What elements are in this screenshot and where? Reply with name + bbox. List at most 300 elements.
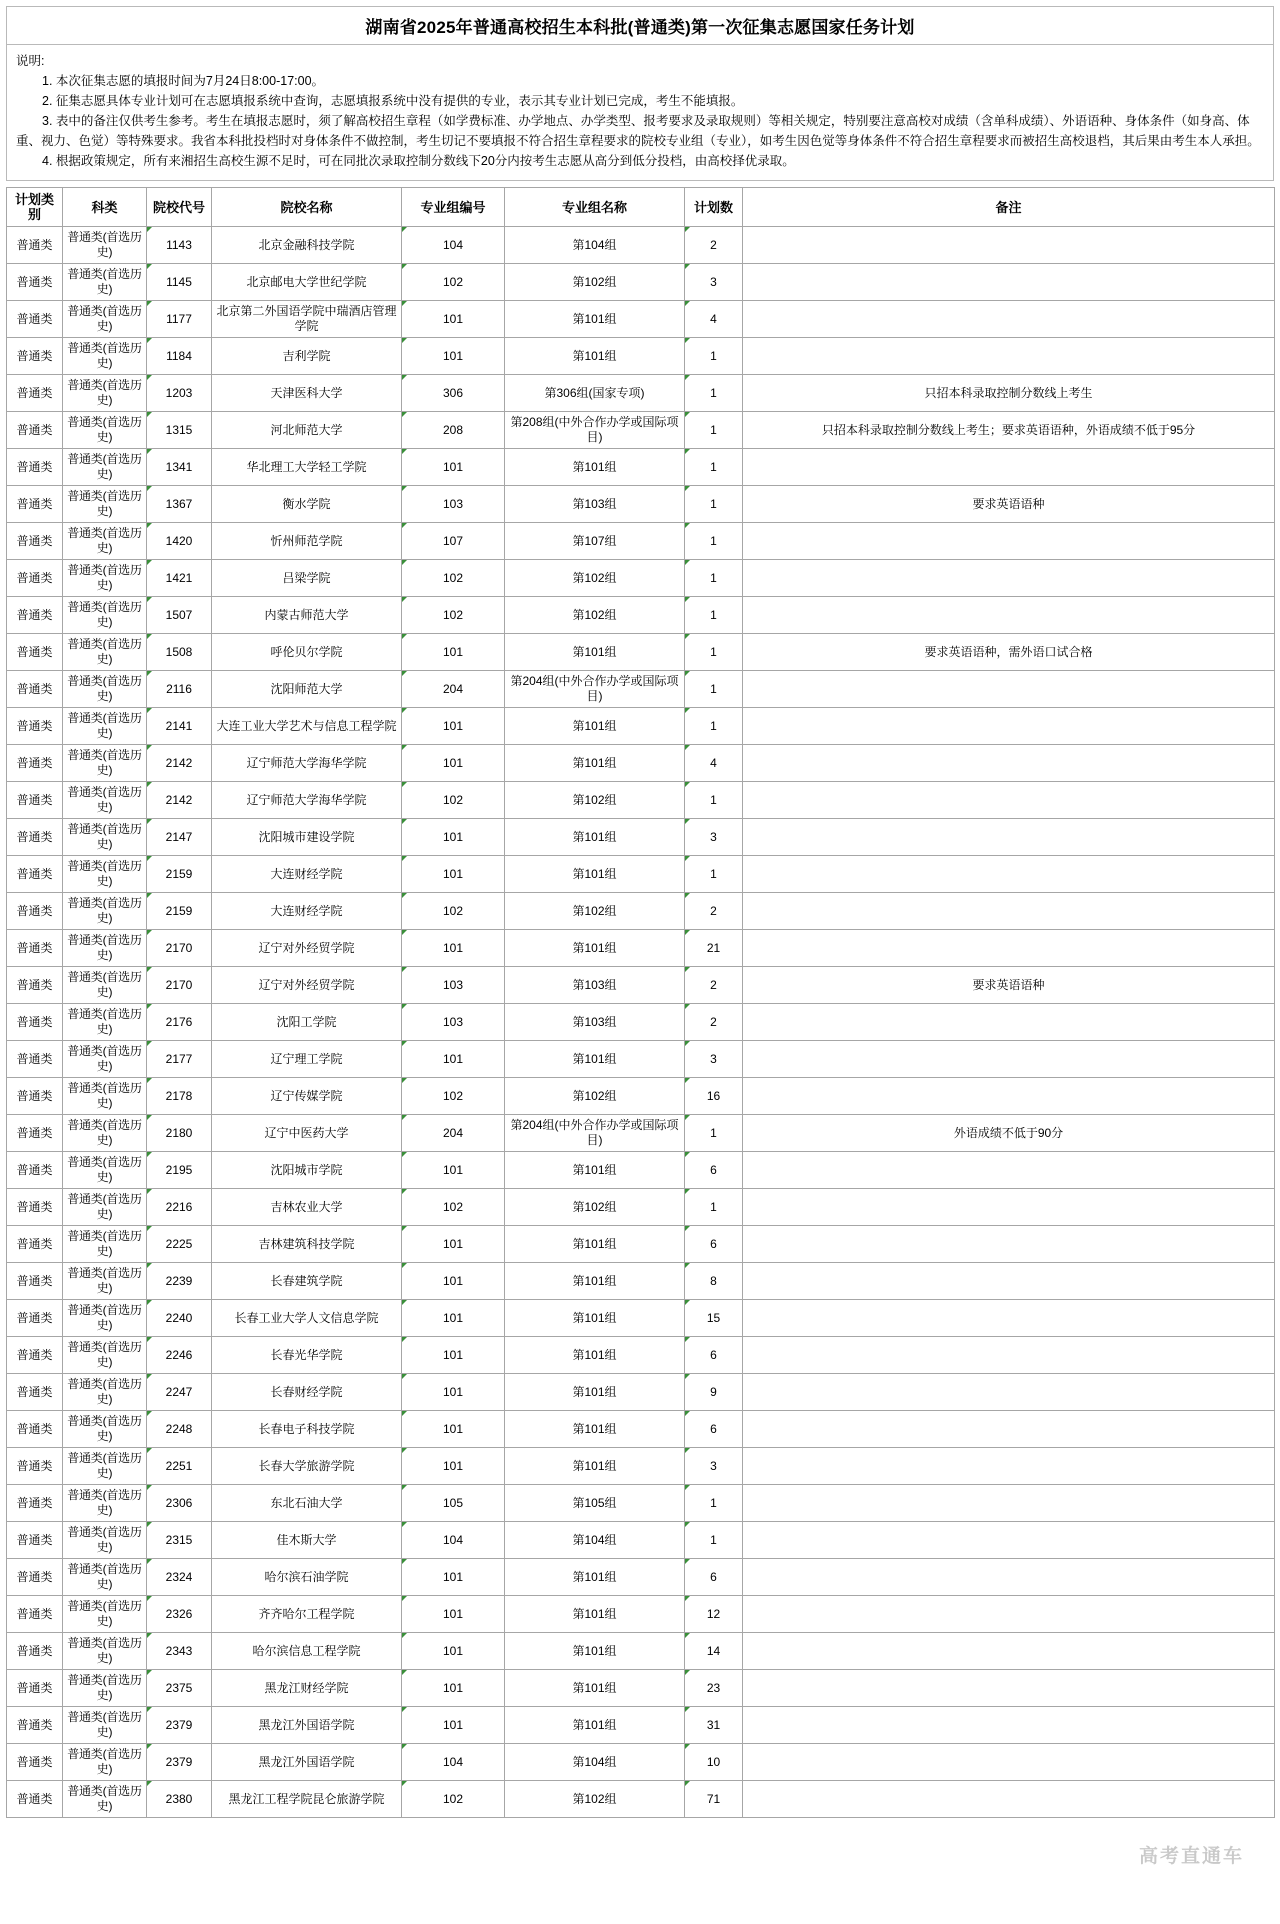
table-row xyxy=(7,893,1275,930)
cell-school-code: 1341 xyxy=(147,449,212,486)
cell-plan-count: 1 xyxy=(685,708,743,745)
cell-group-no: 102 xyxy=(402,1781,505,1818)
cell-category: 普通类 xyxy=(7,412,63,449)
cell-school-code: 2147 xyxy=(147,819,212,856)
table-row xyxy=(7,1374,1275,1411)
cell-category: 普通类 xyxy=(7,1300,63,1337)
cell-group-no: 101 xyxy=(402,1300,505,1337)
cell-school-name: 沈阳工学院 xyxy=(212,1004,402,1041)
table-row xyxy=(7,1448,1275,1485)
cell-note xyxy=(743,1670,1275,1707)
column-header-category: 计划类别 xyxy=(7,188,63,227)
cell-category: 普通类 xyxy=(7,1337,63,1374)
cell-school-name: 华北理工大学轻工学院 xyxy=(212,449,402,486)
cell-school-name: 黑龙江财经学院 xyxy=(212,1670,402,1707)
cell-subject: 普通类(首选历史) xyxy=(63,671,147,708)
cell-group-no: 101 xyxy=(402,1596,505,1633)
cell-category: 普通类 xyxy=(7,1448,63,1485)
cell-plan-count: 4 xyxy=(685,745,743,782)
cell-subject: 普通类(首选历史) xyxy=(63,1226,147,1263)
cell-plan-count: 3 xyxy=(685,1448,743,1485)
cell-school-code: 1177 xyxy=(147,301,212,338)
cell-subject: 普通类(首选历史) xyxy=(63,1078,147,1115)
cell-plan-count: 1 xyxy=(685,338,743,375)
cell-subject: 普通类(首选历史) xyxy=(63,1744,147,1781)
cell-school-name: 吕梁学院 xyxy=(212,560,402,597)
cell-plan-count: 3 xyxy=(685,819,743,856)
cell-note xyxy=(743,708,1275,745)
notes-heading: 说明: xyxy=(16,54,45,68)
cell-subject: 普通类(首选历史) xyxy=(63,893,147,930)
column-header-code: 院校代号 xyxy=(147,188,212,227)
cell-group-no: 102 xyxy=(402,782,505,819)
cell-plan-count: 6 xyxy=(685,1411,743,1448)
cell-school-code: 2178 xyxy=(147,1078,212,1115)
table-row xyxy=(7,449,1275,486)
cell-category: 普通类 xyxy=(7,1041,63,1078)
cell-category: 普通类 xyxy=(7,264,63,301)
cell-subject: 普通类(首选历史) xyxy=(63,1004,147,1041)
table-row xyxy=(7,1152,1275,1189)
cell-school-code: 2116 xyxy=(147,671,212,708)
cell-note xyxy=(743,671,1275,708)
cell-subject: 普通类(首选历史) xyxy=(63,1670,147,1707)
cell-group-no: 102 xyxy=(402,264,505,301)
cell-group-no: 101 xyxy=(402,930,505,967)
cell-subject: 普通类(首选历史) xyxy=(63,1374,147,1411)
cell-group-name: 第102组 xyxy=(505,597,685,634)
cell-group-no: 204 xyxy=(402,671,505,708)
cell-group-name: 第101组 xyxy=(505,819,685,856)
cell-group-no: 101 xyxy=(402,1226,505,1263)
cell-group-name: 第101组 xyxy=(505,338,685,375)
cell-plan-count: 16 xyxy=(685,1078,743,1115)
cell-plan-count: 1 xyxy=(685,856,743,893)
cell-school-name: 大连工业大学艺术与信息工程学院 xyxy=(212,708,402,745)
cell-group-name: 第101组 xyxy=(505,1411,685,1448)
cell-school-code: 1367 xyxy=(147,486,212,523)
cell-group-no: 208 xyxy=(402,412,505,449)
cell-group-name: 第104组 xyxy=(505,1522,685,1559)
cell-group-no: 101 xyxy=(402,1707,505,1744)
table-row xyxy=(7,1337,1275,1374)
cell-category: 普通类 xyxy=(7,1559,63,1596)
cell-group-no: 102 xyxy=(402,560,505,597)
cell-category: 普通类 xyxy=(7,1411,63,1448)
cell-category: 普通类 xyxy=(7,634,63,671)
cell-school-name: 长春工业大学人文信息学院 xyxy=(212,1300,402,1337)
cell-school-code: 1143 xyxy=(147,227,212,264)
table-row xyxy=(7,1744,1275,1781)
cell-category: 普通类 xyxy=(7,708,63,745)
cell-school-code: 2239 xyxy=(147,1263,212,1300)
cell-category: 普通类 xyxy=(7,1226,63,1263)
cell-group-no: 101 xyxy=(402,1041,505,1078)
cell-plan-count: 8 xyxy=(685,1263,743,1300)
cell-category: 普通类 xyxy=(7,375,63,412)
cell-plan-count: 1 xyxy=(685,782,743,819)
cell-plan-count: 3 xyxy=(685,1041,743,1078)
cell-group-no: 101 xyxy=(402,301,505,338)
table-row xyxy=(7,1522,1275,1559)
cell-note xyxy=(743,782,1275,819)
cell-group-no: 101 xyxy=(402,1337,505,1374)
table-row xyxy=(7,1300,1275,1337)
table-row xyxy=(7,1115,1275,1152)
cell-subject: 普通类(首选历史) xyxy=(63,1485,147,1522)
cell-group-name: 第107组 xyxy=(505,523,685,560)
cell-category: 普通类 xyxy=(7,745,63,782)
cell-plan-count: 1 xyxy=(685,1189,743,1226)
cell-group-name: 第101组 xyxy=(505,301,685,338)
watermark: 高考直通车 xyxy=(1138,1846,1244,1867)
cell-subject: 普通类(首选历史) xyxy=(63,449,147,486)
cell-subject: 普通类(首选历史) xyxy=(63,1115,147,1152)
table-row xyxy=(7,782,1275,819)
cell-group-name: 第102组 xyxy=(505,1078,685,1115)
cell-school-code: 2379 xyxy=(147,1744,212,1781)
plan-table-wrapper xyxy=(6,187,1274,1818)
table-row xyxy=(7,412,1275,449)
cell-school-code: 1420 xyxy=(147,523,212,560)
cell-school-code: 2216 xyxy=(147,1189,212,1226)
cell-group-no: 101 xyxy=(402,1411,505,1448)
column-header-plan: 计划数 xyxy=(685,188,743,227)
cell-group-no: 101 xyxy=(402,1263,505,1300)
cell-note xyxy=(743,338,1275,375)
cell-group-name: 第101组 xyxy=(505,1670,685,1707)
cell-school-code: 2343 xyxy=(147,1633,212,1670)
cell-group-name: 第101组 xyxy=(505,1152,685,1189)
cell-group-name: 第101组 xyxy=(505,634,685,671)
cell-group-name: 第101组 xyxy=(505,1337,685,1374)
cell-category: 普通类 xyxy=(7,1633,63,1670)
cell-school-code: 2142 xyxy=(147,745,212,782)
cell-school-code: 2247 xyxy=(147,1374,212,1411)
cell-category: 普通类 xyxy=(7,671,63,708)
cell-note xyxy=(743,1559,1275,1596)
cell-school-name: 黑龙江外国语学院 xyxy=(212,1707,402,1744)
notes-section xyxy=(6,44,1274,181)
cell-subject: 普通类(首选历史) xyxy=(63,634,147,671)
table-header xyxy=(7,188,1275,227)
cell-school-name: 天津医科大学 xyxy=(212,375,402,412)
cell-school-name: 辽宁理工学院 xyxy=(212,1041,402,1078)
cell-school-code: 2170 xyxy=(147,967,212,1004)
cell-school-code: 2159 xyxy=(147,856,212,893)
table-row xyxy=(7,856,1275,893)
cell-group-no: 102 xyxy=(402,893,505,930)
cell-note xyxy=(743,1004,1275,1041)
cell-school-name: 大连财经学院 xyxy=(212,856,402,893)
table-row xyxy=(7,486,1275,523)
column-header-group-name: 专业组名称 xyxy=(505,188,685,227)
table-row xyxy=(7,560,1275,597)
table-row xyxy=(7,819,1275,856)
cell-group-name: 第102组 xyxy=(505,893,685,930)
table-row xyxy=(7,523,1275,560)
cell-group-no: 101 xyxy=(402,338,505,375)
cell-plan-count: 1 xyxy=(685,597,743,634)
table-row xyxy=(7,1781,1275,1818)
cell-category: 普通类 xyxy=(7,338,63,375)
cell-category: 普通类 xyxy=(7,1670,63,1707)
cell-plan-count: 1 xyxy=(685,1522,743,1559)
cell-category: 普通类 xyxy=(7,1115,63,1152)
cell-school-code: 2195 xyxy=(147,1152,212,1189)
cell-school-code: 2180 xyxy=(147,1115,212,1152)
cell-plan-count: 1 xyxy=(685,412,743,449)
cell-group-no: 102 xyxy=(402,1189,505,1226)
cell-category: 普通类 xyxy=(7,782,63,819)
cell-school-code: 2176 xyxy=(147,1004,212,1041)
cell-subject: 普通类(首选历史) xyxy=(63,264,147,301)
cell-plan-count: 1 xyxy=(685,1485,743,1522)
cell-school-name: 北京邮电大学世纪学院 xyxy=(212,264,402,301)
cell-school-name: 哈尔滨信息工程学院 xyxy=(212,1633,402,1670)
cell-note: 只招本科录取控制分数线上考生 xyxy=(743,375,1275,412)
cell-note xyxy=(743,560,1275,597)
cell-group-name: 第102组 xyxy=(505,782,685,819)
cell-school-code: 2326 xyxy=(147,1596,212,1633)
cell-category: 普通类 xyxy=(7,1707,63,1744)
cell-subject: 普通类(首选历史) xyxy=(63,375,147,412)
cell-category: 普通类 xyxy=(7,523,63,560)
cell-note xyxy=(743,819,1275,856)
cell-subject: 普通类(首选历史) xyxy=(63,1633,147,1670)
cell-school-code: 1145 xyxy=(147,264,212,301)
cell-subject: 普通类(首选历史) xyxy=(63,1559,147,1596)
cell-group-name: 第208组(中外合作办学或国际项目) xyxy=(505,412,685,449)
cell-school-code: 2315 xyxy=(147,1522,212,1559)
cell-subject: 普通类(首选历史) xyxy=(63,597,147,634)
table-body xyxy=(7,227,1275,1818)
cell-school-name: 北京第二外国语学院中瑞酒店管理学院 xyxy=(212,301,402,338)
cell-group-no: 101 xyxy=(402,819,505,856)
cell-group-name: 第104组 xyxy=(505,227,685,264)
cell-school-name: 河北师范大学 xyxy=(212,412,402,449)
cell-school-name: 辽宁师范大学海华学院 xyxy=(212,782,402,819)
cell-school-name: 东北石油大学 xyxy=(212,1485,402,1522)
cell-group-name: 第204组(中外合作办学或国际项目) xyxy=(505,671,685,708)
cell-category: 普通类 xyxy=(7,1189,63,1226)
table-row xyxy=(7,671,1275,708)
cell-category: 普通类 xyxy=(7,1374,63,1411)
cell-note xyxy=(743,1189,1275,1226)
cell-school-code: 1507 xyxy=(147,597,212,634)
table-header-row xyxy=(7,188,1275,227)
cell-subject: 普通类(首选历史) xyxy=(63,1300,147,1337)
cell-group-no: 101 xyxy=(402,1559,505,1596)
cell-plan-count: 1 xyxy=(685,634,743,671)
cell-group-name: 第102组 xyxy=(505,264,685,301)
cell-subject: 普通类(首选历史) xyxy=(63,782,147,819)
cell-plan-count: 71 xyxy=(685,1781,743,1818)
cell-school-name: 吉林建筑科技学院 xyxy=(212,1226,402,1263)
cell-note: 要求英语语种 xyxy=(743,967,1275,1004)
cell-school-name: 佳木斯大学 xyxy=(212,1522,402,1559)
cell-school-name: 辽宁传媒学院 xyxy=(212,1078,402,1115)
cell-category: 普通类 xyxy=(7,1004,63,1041)
cell-note xyxy=(743,893,1275,930)
cell-group-name: 第104组 xyxy=(505,1744,685,1781)
cell-group-no: 103 xyxy=(402,486,505,523)
table-row xyxy=(7,1596,1275,1633)
cell-group-no: 101 xyxy=(402,745,505,782)
cell-plan-count: 1 xyxy=(685,523,743,560)
cell-school-code: 2324 xyxy=(147,1559,212,1596)
cell-school-name: 大连财经学院 xyxy=(212,893,402,930)
cell-note xyxy=(743,1781,1275,1818)
cell-subject: 普通类(首选历史) xyxy=(63,560,147,597)
cell-plan-count: 1 xyxy=(685,375,743,412)
cell-category: 普通类 xyxy=(7,1522,63,1559)
cell-plan-count: 1 xyxy=(685,560,743,597)
cell-plan-count: 23 xyxy=(685,1670,743,1707)
table-row xyxy=(7,1670,1275,1707)
cell-school-name: 辽宁中医药大学 xyxy=(212,1115,402,1152)
cell-note xyxy=(743,597,1275,634)
cell-note: 只招本科录取控制分数线上考生；要求英语语种，外语成绩不低于95分 xyxy=(743,412,1275,449)
cell-group-no: 204 xyxy=(402,1115,505,1152)
cell-category: 普通类 xyxy=(7,1078,63,1115)
cell-plan-count: 9 xyxy=(685,1374,743,1411)
cell-school-code: 1315 xyxy=(147,412,212,449)
cell-note xyxy=(743,227,1275,264)
cell-group-no: 103 xyxy=(402,1004,505,1041)
cell-plan-count: 12 xyxy=(685,1596,743,1633)
cell-subject: 普通类(首选历史) xyxy=(63,1263,147,1300)
cell-group-name: 第101组 xyxy=(505,856,685,893)
table-row xyxy=(7,930,1275,967)
cell-plan-count: 1 xyxy=(685,449,743,486)
cell-note xyxy=(743,1707,1275,1744)
table-row xyxy=(7,1633,1275,1670)
cell-group-name: 第101组 xyxy=(505,1226,685,1263)
cell-subject: 普通类(首选历史) xyxy=(63,967,147,1004)
cell-plan-count: 15 xyxy=(685,1300,743,1337)
plan-table xyxy=(6,187,1275,1818)
page-title: 湖南省2025年普通高校招生本科批(普通类)第一次征集志愿国家任务计划 xyxy=(365,18,915,37)
cell-note xyxy=(743,264,1275,301)
cell-note xyxy=(743,1152,1275,1189)
cell-school-code: 2240 xyxy=(147,1300,212,1337)
cell-subject: 普通类(首选历史) xyxy=(63,486,147,523)
cell-group-no: 101 xyxy=(402,449,505,486)
cell-plan-count: 2 xyxy=(685,1004,743,1041)
table-row xyxy=(7,634,1275,671)
cell-note xyxy=(743,1078,1275,1115)
table-row xyxy=(7,1004,1275,1041)
cell-school-code: 2177 xyxy=(147,1041,212,1078)
note-item-1: 1. 本次征集志愿的填报时间为7月24日8:00-17:00。 xyxy=(42,74,325,88)
cell-plan-count: 2 xyxy=(685,893,743,930)
cell-school-name: 黑龙江外国语学院 xyxy=(212,1744,402,1781)
cell-school-name: 呼伦贝尔学院 xyxy=(212,634,402,671)
cell-group-no: 102 xyxy=(402,1078,505,1115)
cell-school-name: 忻州师范学院 xyxy=(212,523,402,560)
table-row xyxy=(7,597,1275,634)
table-row xyxy=(7,227,1275,264)
cell-school-name: 吉利学院 xyxy=(212,338,402,375)
cell-note xyxy=(743,523,1275,560)
cell-note xyxy=(743,1633,1275,1670)
cell-group-name: 第101组 xyxy=(505,1041,685,1078)
cell-note xyxy=(743,930,1275,967)
cell-plan-count: 4 xyxy=(685,301,743,338)
cell-subject: 普通类(首选历史) xyxy=(63,1411,147,1448)
cell-category: 普通类 xyxy=(7,967,63,1004)
table-row xyxy=(7,301,1275,338)
table-row xyxy=(7,1226,1275,1263)
cell-subject: 普通类(首选历史) xyxy=(63,1522,147,1559)
cell-plan-count: 6 xyxy=(685,1226,743,1263)
cell-group-name: 第204组(中外合作办学或国际项目) xyxy=(505,1115,685,1152)
cell-note xyxy=(743,449,1275,486)
cell-subject: 普通类(首选历史) xyxy=(63,338,147,375)
cell-school-name: 沈阳城市学院 xyxy=(212,1152,402,1189)
table-row xyxy=(7,1485,1275,1522)
cell-subject: 普通类(首选历史) xyxy=(63,1041,147,1078)
cell-group-no: 105 xyxy=(402,1485,505,1522)
cell-category: 普通类 xyxy=(7,856,63,893)
cell-plan-count: 10 xyxy=(685,1744,743,1781)
document-page xyxy=(0,6,1280,1924)
cell-category: 普通类 xyxy=(7,560,63,597)
cell-group-no: 101 xyxy=(402,1670,505,1707)
note-item-2: 2. 征集志愿具体专业计划可在志愿填报系统中查询，志愿填报系统中没有提供的专业，表示其专业计划已完成，考生不能填报。 xyxy=(42,94,744,108)
cell-school-name: 齐齐哈尔工程学院 xyxy=(212,1596,402,1633)
cell-category: 普通类 xyxy=(7,227,63,264)
cell-group-name: 第101组 xyxy=(505,708,685,745)
cell-note xyxy=(743,1337,1275,1374)
cell-school-name: 沈阳师范大学 xyxy=(212,671,402,708)
cell-school-code: 2246 xyxy=(147,1337,212,1374)
table-row xyxy=(7,1411,1275,1448)
cell-subject: 普通类(首选历史) xyxy=(63,1448,147,1485)
column-header-school: 院校名称 xyxy=(212,188,402,227)
table-row xyxy=(7,375,1275,412)
cell-plan-count: 3 xyxy=(685,264,743,301)
note-item-3: 3. 表中的备注仅供考生参考。考生在填报志愿时，须了解高校招生章程（如学费标准、办学地点、办学类型、报考要求及录取规则）等相关规定，特别要注意高校对成绩（含单科成绩）、外语语种、身体条件（如身高、体重、视力、色觉）等特殊要求。我省本科批投档时对身体条件不做控制，考生切记不要填报不符合招生章程要求的院校专业组（专业），如考生因色觉等身体条件不符合招生章程要求而被招生高校退档，其后果由考生本人承担。 xyxy=(16,114,1260,148)
table-row xyxy=(7,745,1275,782)
cell-school-name: 内蒙古师范大学 xyxy=(212,597,402,634)
cell-group-no: 107 xyxy=(402,523,505,560)
cell-group-no: 104 xyxy=(402,1522,505,1559)
note-item-4: 4. 根据政策规定，所有来湘招生高校生源不足时，可在同批次录取控制分数线下20分内按考生志愿从高分到低分投档，由高校择优录取。 xyxy=(42,154,795,168)
cell-school-code: 1508 xyxy=(147,634,212,671)
cell-subject: 普通类(首选历史) xyxy=(63,745,147,782)
cell-subject: 普通类(首选历史) xyxy=(63,1781,147,1818)
cell-subject: 普通类(首选历史) xyxy=(63,227,147,264)
cell-group-no: 104 xyxy=(402,227,505,264)
cell-school-name: 长春财经学院 xyxy=(212,1374,402,1411)
cell-category: 普通类 xyxy=(7,1596,63,1633)
table-row xyxy=(7,1041,1275,1078)
cell-group-name: 第101组 xyxy=(505,1596,685,1633)
cell-group-no: 101 xyxy=(402,1633,505,1670)
table-row xyxy=(7,1559,1275,1596)
cell-subject: 普通类(首选历史) xyxy=(63,1189,147,1226)
cell-note xyxy=(743,1300,1275,1337)
cell-group-no: 102 xyxy=(402,597,505,634)
cell-group-name: 第101组 xyxy=(505,1263,685,1300)
cell-group-name: 第101组 xyxy=(505,745,685,782)
table-row xyxy=(7,967,1275,1004)
cell-school-code: 2306 xyxy=(147,1485,212,1522)
cell-subject: 普通类(首选历史) xyxy=(63,301,147,338)
cell-note xyxy=(743,301,1275,338)
